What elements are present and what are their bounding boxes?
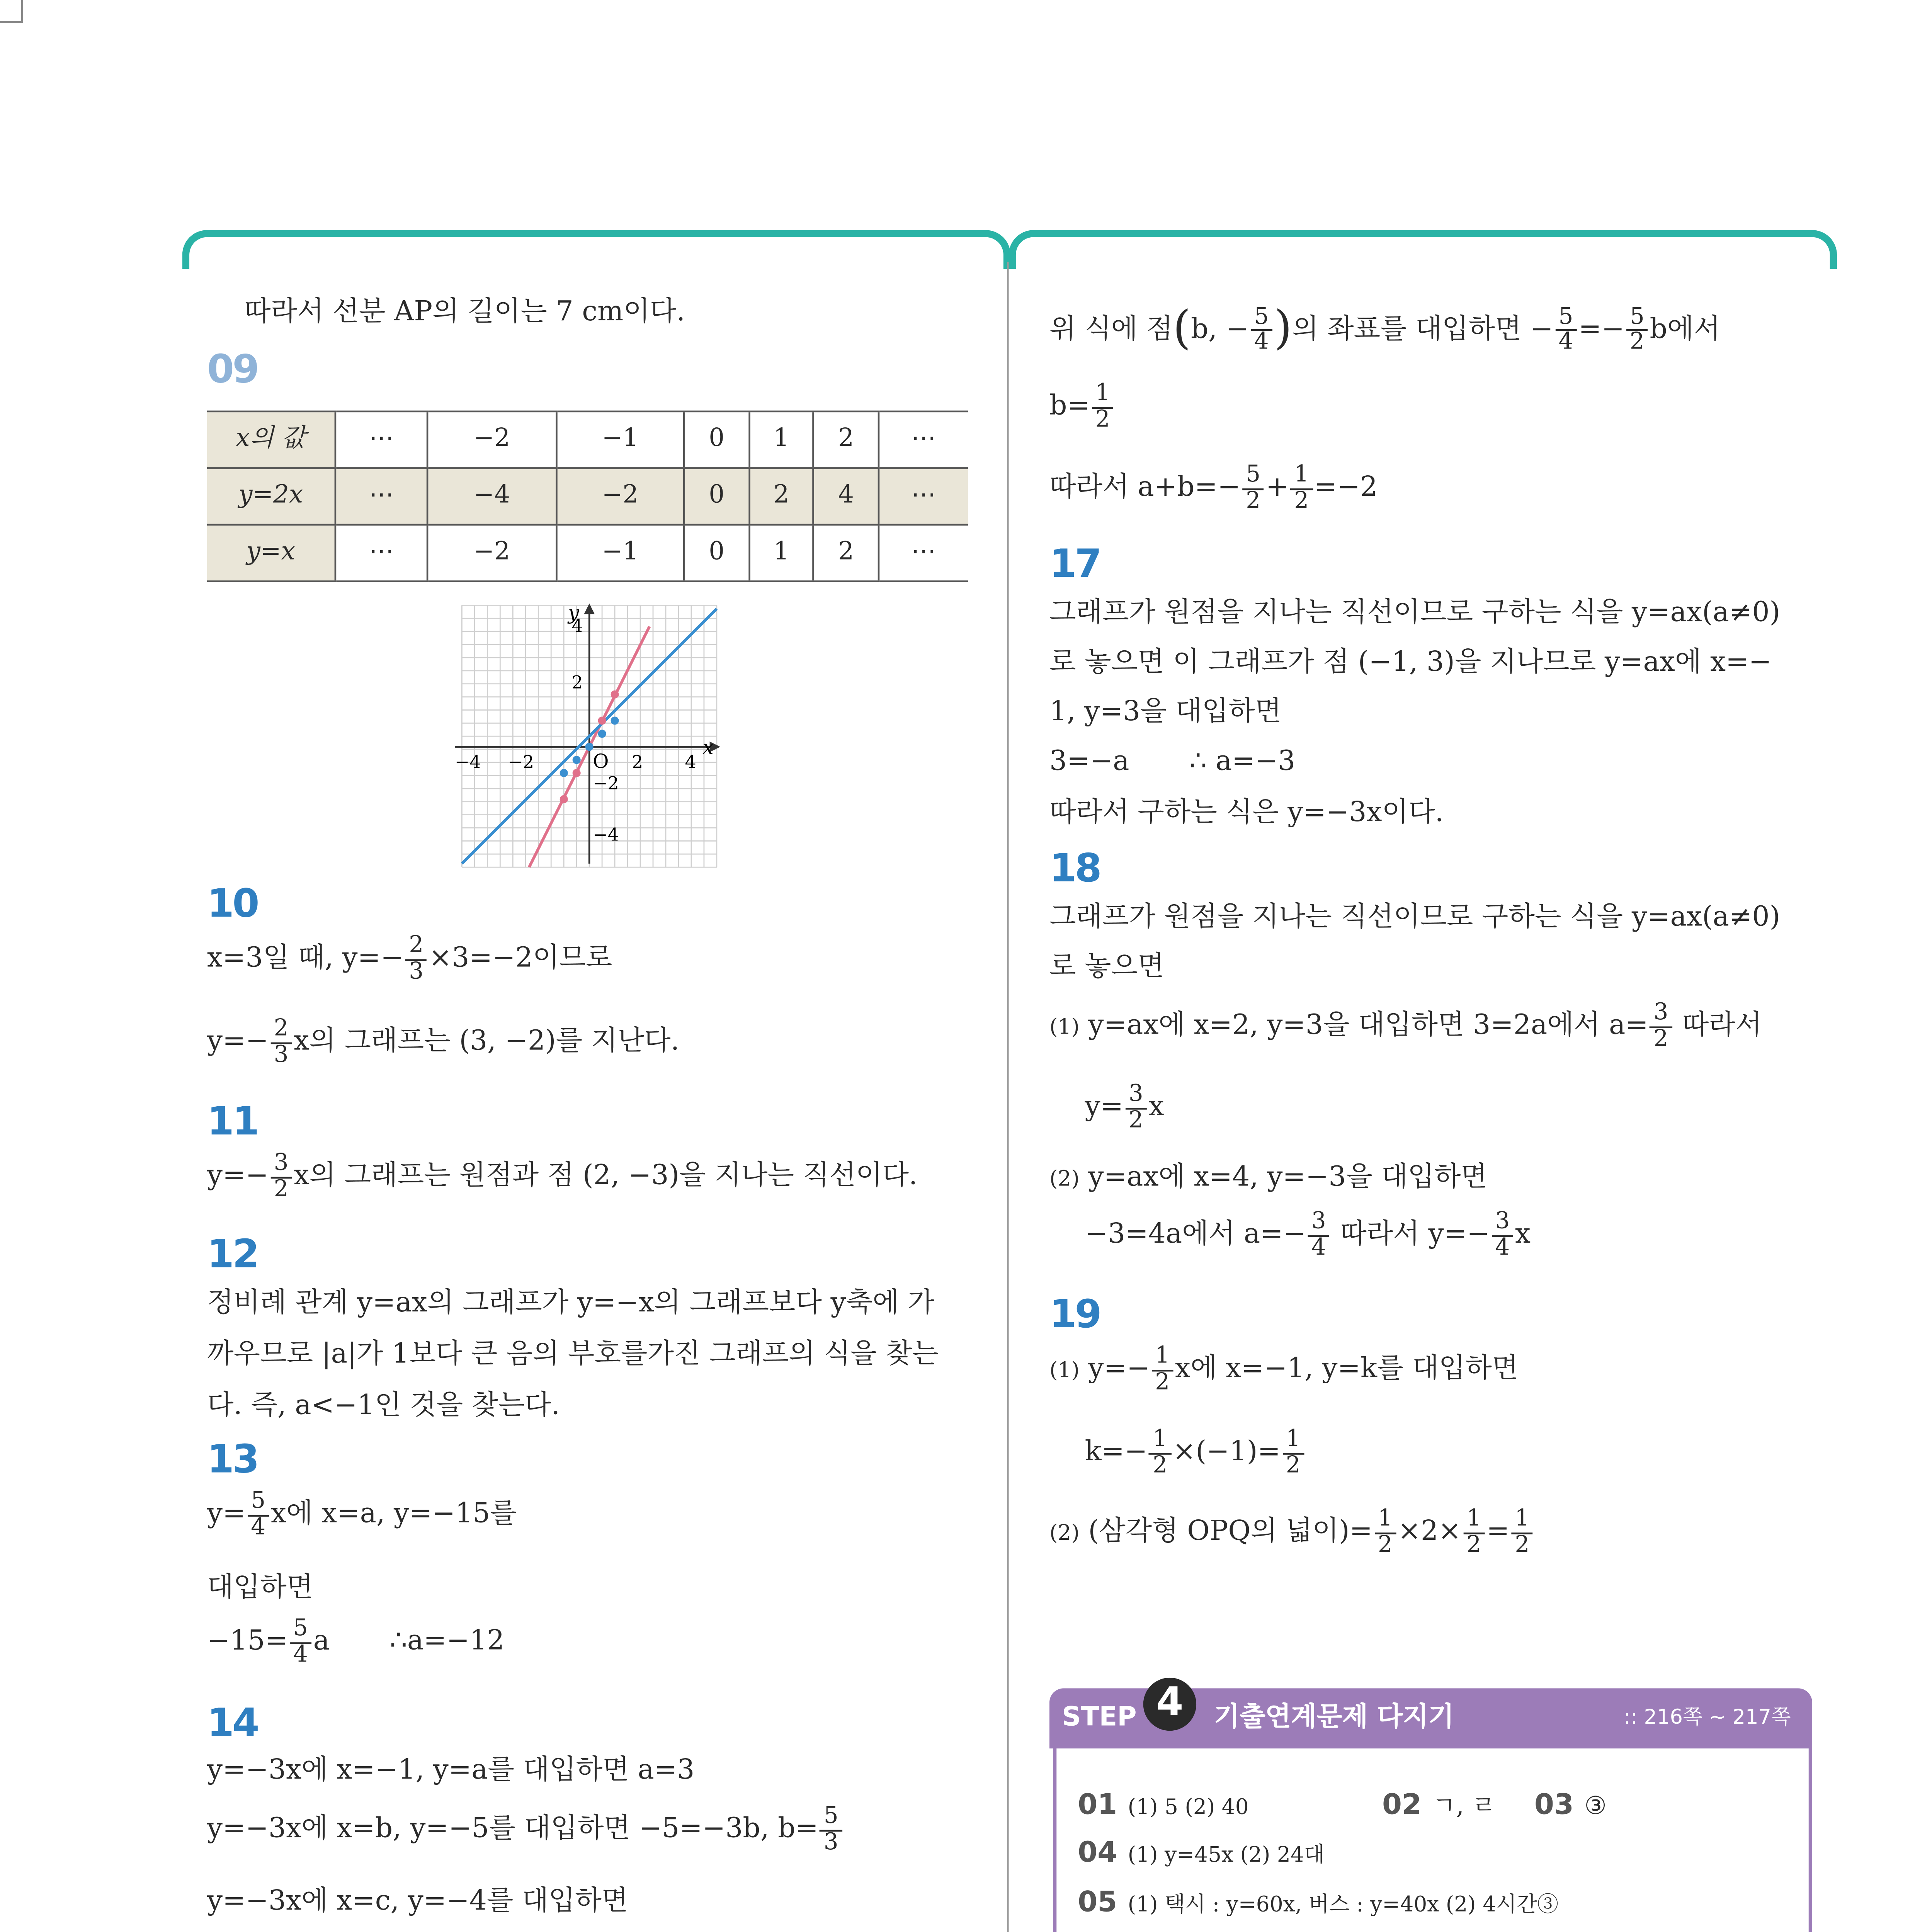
problem-17-line-5: 따라서 구하는 식은 y=−3x이다. xyxy=(1049,796,1444,828)
point-y-2x xyxy=(598,716,606,724)
point-y-x xyxy=(585,743,594,751)
table-cell: ⋯ xyxy=(335,468,428,525)
point-y-2x xyxy=(560,795,568,803)
problem-14-number: 14 xyxy=(207,1702,258,1747)
problem-14-line-3: y=−3x에 x=c, y=−4를 대입하면 xyxy=(207,1884,628,1917)
table-cell: x의 값 xyxy=(207,412,335,468)
answer-04: 04 (1) y=45x (2) 24대 xyxy=(1078,1835,1325,1869)
table-cell: 2 xyxy=(814,412,878,468)
problem-13-line-1: y= $\frac{5}{4}$ x에 x=a, y=−15를 xyxy=(207,1488,517,1541)
column-divider xyxy=(1007,262,1009,1932)
table-row xyxy=(207,412,968,468)
problem-17-line-2: 로 놓으면 이 그래프가 점 (−1, 3)을 지나므로 y=ax에 x=− xyxy=(1049,646,1772,678)
table-row xyxy=(207,525,968,582)
answer-03: 03 ③ xyxy=(1534,1787,1607,1821)
point-y-x xyxy=(611,716,619,724)
problem-10-number: 10 xyxy=(207,883,258,927)
problem-14-line-2: y=−3x에 x=b, y=−5를 대입하면 −5=−3b, b= $\frac{5}{3}$ xyxy=(207,1805,844,1855)
left-column-header-bar xyxy=(182,230,1010,269)
x-tick-2: 2 xyxy=(632,751,643,772)
y-tick-4: 4 xyxy=(571,615,583,636)
step-pages: :: 216쪽 ~ 217쪽 xyxy=(1624,1704,1791,1729)
table-cell: ⋯ xyxy=(878,468,968,525)
table-cell: −4 xyxy=(428,468,556,525)
problem-11-line-1: y=− $\frac{3}{2}$ x의 그래프는 원점과 점 (2, −3)을 지나는 직선이다. xyxy=(207,1150,918,1203)
graph-09 xyxy=(451,598,735,872)
y-axis-label: y xyxy=(568,601,579,624)
problem-14-line-1: y=−3x에 x=−1, y=a를 대입하면 a=3 xyxy=(207,1753,695,1786)
problem-12-line-2: 까우므로 |a|가 1보다 큰 음의 부호를가진 그래프의 식을 찾는 xyxy=(207,1338,939,1370)
x-tick-4: 4 xyxy=(685,751,696,772)
table-cell: ⋯ xyxy=(335,412,428,468)
origin-label: O xyxy=(593,750,609,773)
value-table xyxy=(207,411,968,582)
problem-19-line-2: k=− $\frac{1}{2}$ ×(−1)= $\frac{1}{2}$ xyxy=(1085,1428,1306,1478)
table-row xyxy=(207,468,968,525)
step-number-badge: 4 xyxy=(1143,1678,1196,1731)
crop-mark-top-left xyxy=(0,0,23,23)
table-cell: −2 xyxy=(556,468,684,525)
y-tick-neg4: −4 xyxy=(593,824,619,845)
continuation-line-3: 따라서 a+b=− $\frac{5}{2}$ + $\frac{1}{2}$ =−2 xyxy=(1049,462,1378,515)
step-title: 기출연계문제 다지기 xyxy=(1214,1701,1454,1733)
x-tick-neg2: −2 xyxy=(508,751,534,772)
problem-17-line-3: 1, y=3을 대입하면 xyxy=(1049,695,1282,728)
step-answers xyxy=(1053,1745,1812,1932)
problem-17-line-1: 그래프가 원점을 지나는 직선이므로 구하는 식을 y=ax(a≠0) xyxy=(1049,596,1781,628)
problem-17-number: 17 xyxy=(1049,543,1100,588)
table-cell: 2 xyxy=(814,525,878,582)
table-cell: 0 xyxy=(684,525,749,582)
problem-10-line-2: y=− $\frac{2}{3}$ x의 그래프는 (3, −2)를 지난다. xyxy=(207,1015,680,1068)
point-y-x xyxy=(598,730,606,738)
problem-12-number: 12 xyxy=(207,1233,258,1278)
problem-19-line-3: (2) (삼각형 OPQ의 넓이)= $\frac{1}{2}$ ×2× $\frac{1}{2}$ = $\frac{1}{2}$ xyxy=(1049,1508,1535,1558)
problem-18-line-1: 그래프가 원점을 지나는 직선이므로 구하는 식을 y=ax(a≠0) xyxy=(1049,901,1781,933)
table-cell: 4 xyxy=(814,468,878,525)
problem-18-line-2: 로 놓으면 xyxy=(1049,950,1164,982)
step-label: STEP xyxy=(1062,1701,1137,1733)
continuation-line-1: 위 식에 점(b, − $\frac{5}{4}$ )의 좌표를 대입하면 − $\frac{5}{4}$ =− $\frac{5}{2}$ b에서 xyxy=(1049,303,1721,357)
table-cell: y=2x xyxy=(207,468,335,525)
table-cell: −1 xyxy=(556,525,684,582)
table-cell: 1 xyxy=(749,525,813,582)
problem-12-line-3: 다. 즉, a<−1인 것을 찾는다. xyxy=(207,1389,560,1421)
problem-18-line-5: (2) y=ax에 x=4, y=−3을 대입하면 xyxy=(1049,1161,1488,1193)
table-cell: ⋯ xyxy=(878,412,968,468)
table-cell: 0 xyxy=(684,412,749,468)
answer-02: 02 ㄱ, ㄹ xyxy=(1382,1787,1496,1821)
answer-05: 05 (1) 택시 : y=60x, 버스 : y=40x (2) 4시간③ xyxy=(1078,1884,1559,1918)
problem-17-line-4: 3=−a ∴ a=−3 xyxy=(1049,745,1296,777)
problem-09-number: 09 xyxy=(207,349,258,393)
y-tick-2: 2 xyxy=(571,672,583,693)
problem-11-number: 11 xyxy=(207,1100,258,1145)
point-y-x xyxy=(560,769,568,777)
point-y-2x xyxy=(573,769,581,777)
table-cell: 2 xyxy=(749,468,813,525)
problem-10-line-1: x=3일 때, y=− $\frac{2}{3}$ ×3=−2이므로 xyxy=(207,932,612,985)
table-cell: −1 xyxy=(556,412,684,468)
point-y-x xyxy=(573,756,581,764)
continuation-line-2: b= $\frac{1}{2}$ xyxy=(1049,382,1115,432)
table-cell: ⋯ xyxy=(878,525,968,582)
answer-01: 01 (1) 5 (2) 40 xyxy=(1078,1787,1249,1821)
problem-19-number: 19 xyxy=(1049,1293,1100,1338)
table-cell: 0 xyxy=(684,468,749,525)
table-cell: 1 xyxy=(749,412,813,468)
problem-19-line-1: (1) y=− $\frac{1}{2}$ x에 x=−1, y=k를 대입하면 xyxy=(1049,1343,1519,1396)
step-header xyxy=(1049,1681,1812,1748)
right-column-header-bar xyxy=(1009,230,1837,269)
x-axis-label: x xyxy=(702,736,714,759)
problem-13-number: 13 xyxy=(207,1439,258,1483)
table-cell: ⋯ xyxy=(335,525,428,582)
table-cell: y=x xyxy=(207,525,335,582)
intro-line: 따라서 선분 AP의 길이는 7 cm이다. xyxy=(244,295,685,328)
table-cell: −2 xyxy=(428,412,556,468)
point-y-2x xyxy=(611,690,619,699)
step-4-answer-box xyxy=(1049,1681,1812,1932)
problem-13-line-2: 대입하면 xyxy=(207,1571,313,1604)
problem-12-line-1: 정비례 관계 y=ax의 그래프가 y=−x의 그래프보다 y축에 가 xyxy=(207,1286,934,1319)
problem-18-line-6: −3=4a에서 a=− $\frac{3}{4}$ 따라서 y=− $\frac{3}{4}$ x xyxy=(1085,1209,1531,1261)
problem-18-number: 18 xyxy=(1049,847,1100,892)
x-tick-neg4: −4 xyxy=(455,751,481,772)
problem-18-line-4: y= $\frac{3}{2}$ x xyxy=(1085,1081,1164,1134)
table-cell: −2 xyxy=(428,525,556,582)
y-tick-neg2: −2 xyxy=(593,772,619,794)
problem-18-line-3: (1) y=ax에 x=2, y=3을 대입하면 3=2a에서 a= $\frac{3}{2}$ 따라서 xyxy=(1049,1000,1762,1053)
problem-13-line-3: −15= $\frac{5}{4}$ a ∴a=−12 xyxy=(207,1616,505,1668)
